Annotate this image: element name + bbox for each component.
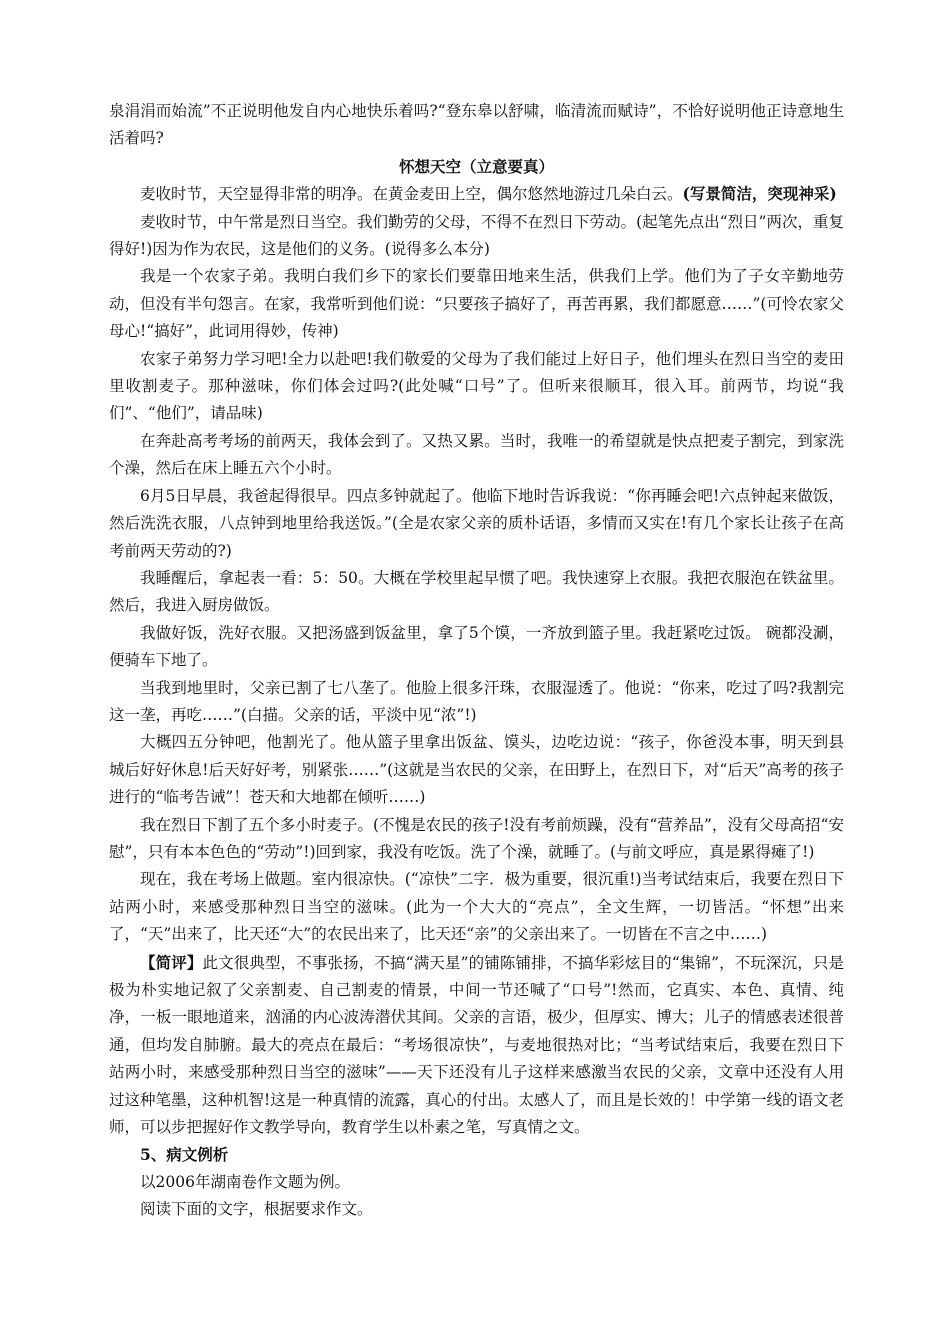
essay-paragraph-3: 我是一个农家子弟。我明白我们乡下的家长们要靠田地来生活，供我们上学。他们为了子女辛勤地劳动，但没有半句怨言。在家，我常听到他们说：“只要孩子搞好了，再苦再累，我们都愿意……”(可怜农家父母心!“搞好”，此词用得妙，传神)	[109, 267, 844, 341]
essay-title: 怀想天空（立意要真）	[398, 156, 554, 176]
essay-paragraph-12: 现在，我在考场上做题。室内很凉快。(“凉快”二字．极为重要，很沉重!)当考试结束后，我要在烈日下站两小时，来感受那种烈日当空的滋味。(此为一个大大的“亮点”，全文生辉，一切皆活。“怀想”出来了，“天”出来了，比天还“大”的农民出来了，比天还“亲”的父亲出来了。一切皆在不言之中……)	[109, 870, 844, 944]
essay-paragraph-9: 当我到地里时，父亲已割了七八垄了。他脸上很多汗珠，衣服湿透了。他说：“你来，吃过了吗?我割完这一垄，再吃……”(白描。父亲的话，平淡中见“浓”!)	[109, 678, 844, 724]
review-text: 此文很典型，不事张扬，不搞“满天星”的铺陈铺排，不搞华彩炫目的“集锦”，不玩深沉，只是极为朴实地记叙了父亲割麦、自己割麦的情景，中间一节还喊了“口号”!然而，它真实、本色、真情、纯净，一板一眼地道来，汹涌的内心波涛潜伏其间。父亲的言语，极少，但厚实、博大；儿子的情感表述很普通，但均发自肺腑。最大的亮点在最后：“考场很凉快”，与麦地很热对比；“当考试结束后，我要在烈日下站两小时，来感受那种烈日当空的滋味”——天下还没有儿子这样来感激当农民的父亲，文章中还没有人用过这种笔墨，这种机智!这是一种真情的流露，真心的付出。太感人了，而且是长效的！中学第一线的语文老师，可以步把握好作文教学导向，教育学生以朴素之笔，写真情之文。	[109, 953, 844, 1137]
essay-paragraph-5: 在奔赴高考考场的前两天，我体会到了。又热又累。当时，我唯一的希望就是快点把麦子割完，到家洗个澡，然后在床上睡五六个小时。	[109, 431, 844, 478]
section-heading: 5、病文例析	[140, 1145, 229, 1165]
section-line-1: 以2006年湖南卷作文题为例。	[140, 1172, 350, 1191]
essay-paragraph-8: 我做好饭，洗好衣服。又把汤盛到饭盆里，拿了5个馍，一齐放到篮子里。我赶紧吃过饭。 碗都没涮，便骑车下地了。	[109, 623, 844, 670]
section-line-2: 阅读下面的文字，根据要求作文。	[140, 1200, 373, 1219]
essay-paragraph-6: 6月5日早晨，我爸起得很早。四点多钟就起了。他临下地时告诉我说：“你再睡会吧!六点钟起来做饭，然后洗洗衣服，八点钟到地里给我送饭。”(全是农家父亲的质朴话语，多情而又实在!有几个家长让孩子在高考前两天劳动的?)	[109, 486, 844, 560]
paragraph-text: 麦收时节，天空显得非常的明净。在黄金麦田上空，偶尔悠然地游过几朵白云。	[140, 185, 683, 204]
essay-paragraph-7: 我睡醒后，拿起表一看：5：50。大概在学校里起早惯了吧。我快速穿上衣服。我把衣服泡在铁盆里。然后，我进入厨房做饭。	[109, 568, 844, 615]
essay-paragraph-11: 我在烈日下割了五个多小时麦子。(不愧是农民的孩子!没有考前烦躁，没有“营养品”，没有父母高招“安慰”，只有本本色色的“劳动”!)回到家，我没有吃饭。洗了个澡，就睡了。(与前文呼应，真是累得瘫了!)	[109, 815, 844, 861]
intro-paragraph: 泉涓涓而始流”不正说明他发自内心地快乐着吗?“登东皋以舒啸，临清流而赋诗”，不恰好说明他正诗意地生活着吗?	[109, 102, 844, 148]
essay-paragraph-4: 农家子弟努力学习吧!全力以赴吧!我们敬爱的父母为了我们能过上好日子，他们埋头在烈日当空的麦田里收割麦子。那种滋味，你们体会过吗?(此处喊“口号”了。但听来很顺耳，很入耳。前两节，均说“我们”、“他们”，请品味)	[109, 349, 844, 423]
review-label: 【简评】	[140, 952, 203, 972]
document-page	[109, 98, 844, 1224]
paragraph-note: (写景简洁，突现神采)	[682, 184, 837, 204]
essay-paragraph-1	[109, 180, 844, 208]
review-paragraph	[109, 949, 844, 1142]
essay-paragraph-10: 大概四五分钟吧，他割光了。他从篮子里拿出饭盆、馍头，边吃边说：“孩子，你爸没本事，明天到县城后好好休息!后天好好考，别紧张……”(这就是当农民的父亲，在田野上，在烈日下，对“后天”高考的孩子进行的“临考告诫”！苍天和大地都在倾听……)	[109, 733, 844, 807]
essay-paragraph-2: 麦收时节，中午常是烈日当空。我们勤劳的父母，不得不在烈日下劳动。(起笔先点出“烈日”两次，重复得好!)因为作为农民，这是他们的义务。(说得多么本分)	[109, 212, 844, 259]
